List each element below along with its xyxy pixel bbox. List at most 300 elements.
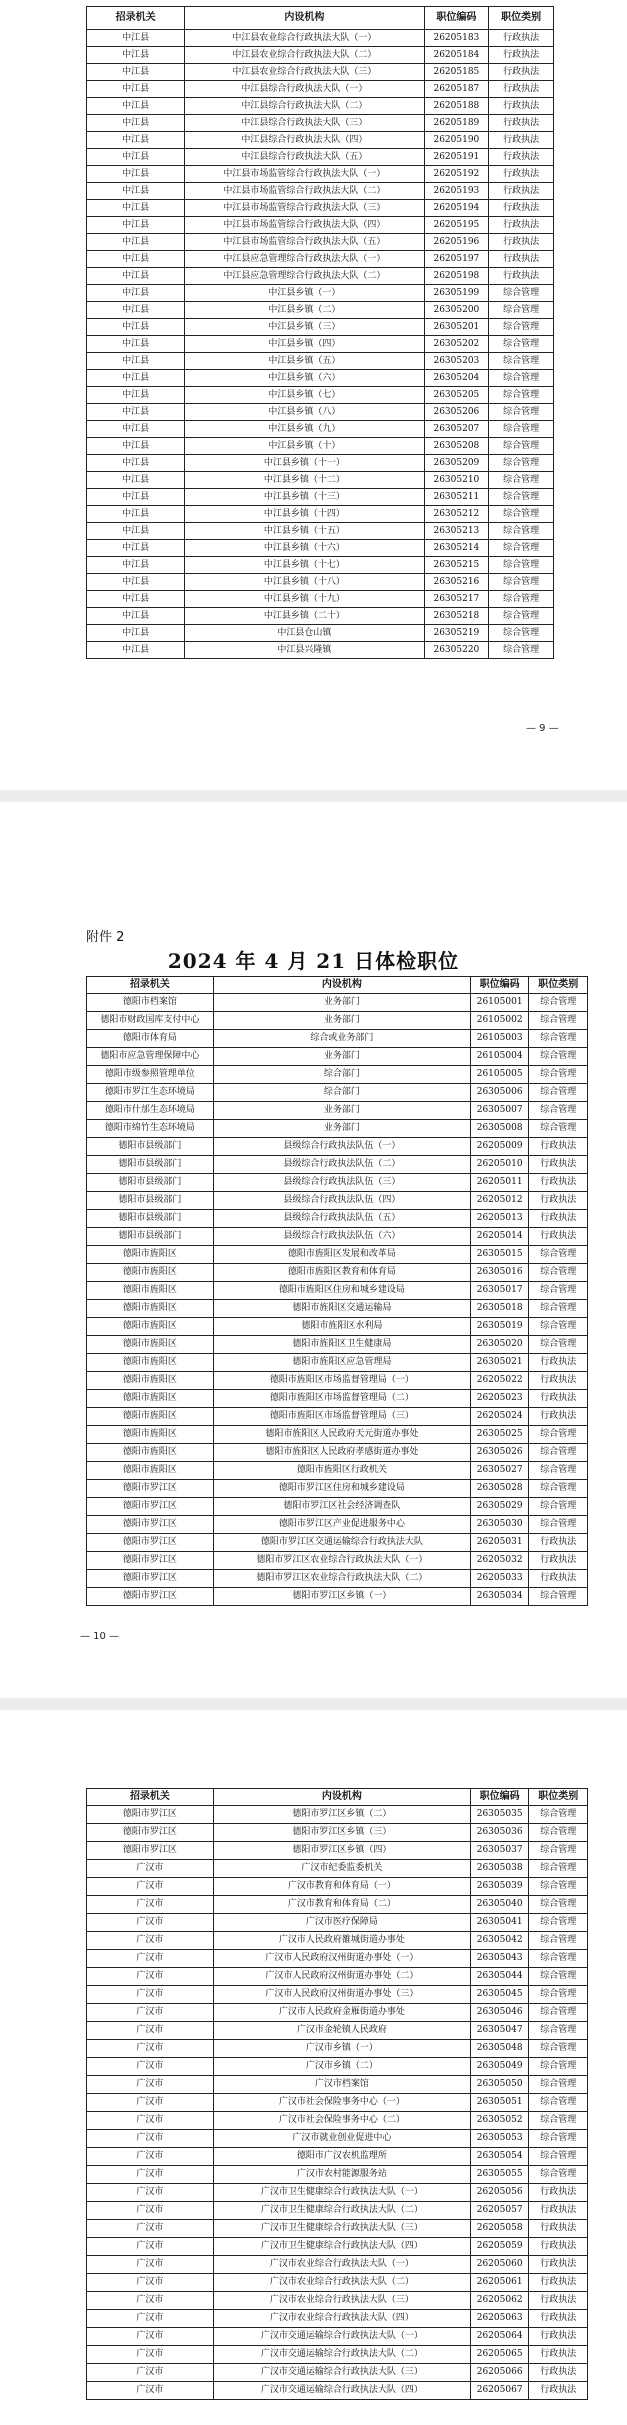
position-category-cell: 综合管理 [529, 1480, 588, 1498]
position-category-cell: 行政执法 [489, 183, 554, 200]
recruiting-agency-cell: 德阳市罗江区 [87, 1552, 214, 1570]
table-row [87, 2184, 588, 2202]
table-row [87, 557, 554, 574]
recruiting-agency-cell: 中江县 [87, 625, 185, 642]
internal-unit-cell: 德阳市罗江区乡镇（一） [213, 1588, 470, 1606]
table-row [87, 268, 554, 285]
internal-unit-cell: 广汉市金轮镇人民政府 [213, 2022, 470, 2040]
table-row [87, 540, 554, 557]
page-number: — 10 — [80, 1631, 120, 1642]
position-category-cell: 综合管理 [529, 1120, 588, 1138]
table-row [87, 1138, 588, 1156]
position-code-cell: 26205022 [470, 1372, 529, 1390]
position-category-cell: 综合管理 [529, 1066, 588, 1084]
position-category-cell: 行政执法 [529, 1354, 588, 1372]
position-category-cell: 综合管理 [489, 472, 554, 489]
recruiting-agency-cell: 中江县 [87, 591, 185, 608]
position-category-cell: 行政执法 [529, 2184, 588, 2202]
internal-unit-cell: 中江县仓山镇 [185, 625, 424, 642]
position-code-cell: 26205195 [424, 217, 489, 234]
table-row [87, 1210, 588, 1228]
table-row [87, 1354, 588, 1372]
recruiting-agency-cell: 中江县 [87, 166, 185, 183]
header-internal-unit: 内设机构 [213, 1789, 470, 1806]
table-row [87, 1516, 588, 1534]
table-row [87, 251, 554, 268]
internal-unit-cell: 德阳市旌阳区市场监督管理局（三） [213, 1408, 470, 1426]
document-title: 2024 年 4 月 21 日体检职位 [167, 949, 460, 973]
position-code-cell: 26305027 [470, 1462, 529, 1480]
position-code-cell: 26305203 [424, 353, 489, 370]
table-row [87, 98, 554, 115]
position-category-cell: 综合管理 [489, 370, 554, 387]
internal-unit-cell: 中江县市场监管综合行政执法大队（三） [185, 200, 424, 217]
table-row [87, 2130, 588, 2148]
internal-unit-cell: 广汉市交通运输综合行政执法大队（四） [213, 2382, 470, 2400]
position-code-cell: 26205033 [470, 1570, 529, 1588]
position-code-cell: 26305201 [424, 319, 489, 336]
position-category-cell: 行政执法 [489, 64, 554, 81]
internal-unit-cell: 德阳市旌阳区水利局 [213, 1318, 470, 1336]
position-category-cell: 综合管理 [489, 540, 554, 557]
internal-unit-cell: 县级综合行政执法队伍（五） [213, 1210, 470, 1228]
table-row [87, 2166, 588, 2184]
position-category-cell: 行政执法 [529, 1210, 588, 1228]
position-category-cell: 综合管理 [529, 1102, 588, 1120]
internal-unit-cell: 县级综合行政执法队伍（一） [213, 1138, 470, 1156]
position-code-cell: 26305019 [470, 1318, 529, 1336]
position-category-cell: 综合管理 [529, 2058, 588, 2076]
position-code-cell: 26305219 [424, 625, 489, 642]
recruiting-agency-cell: 广汉市 [87, 2094, 214, 2112]
position-code-cell: 26205010 [470, 1156, 529, 1174]
recruiting-agency-cell: 德阳市旌阳区 [87, 1336, 214, 1354]
internal-unit-cell: 广汉市农村能源服务站 [213, 2166, 470, 2184]
table-row [87, 166, 554, 183]
recruiting-agency-cell: 中江县 [87, 353, 185, 370]
position-category-cell: 综合管理 [529, 2130, 588, 2148]
internal-unit-cell: 广汉市人民政府汉州街道办事处（三） [213, 1986, 470, 2004]
recruiting-agency-cell: 中江县 [87, 234, 185, 251]
table-row [87, 1282, 588, 1300]
position-category-cell: 综合管理 [529, 1986, 588, 2004]
table-row [87, 2202, 588, 2220]
position-category-cell: 综合管理 [489, 438, 554, 455]
table-row [87, 574, 554, 591]
position-code-cell: 26105001 [470, 994, 529, 1012]
recruiting-agency-cell: 中江县 [87, 438, 185, 455]
recruiting-agency-cell: 德阳市罗江区 [87, 1498, 214, 1516]
position-code-cell: 26205059 [470, 2238, 529, 2256]
position-code-cell: 26305021 [470, 1354, 529, 1372]
position-category-cell: 综合管理 [529, 2148, 588, 2166]
position-code-cell: 26305042 [470, 1932, 529, 1950]
position-category-cell: 综合管理 [529, 994, 588, 1012]
position-category-cell: 行政执法 [529, 2310, 588, 2328]
position-category-cell: 综合管理 [489, 421, 554, 438]
internal-unit-cell: 广汉市档案馆 [213, 2076, 470, 2094]
table-row [87, 1426, 588, 1444]
position-category-cell: 综合管理 [529, 1048, 588, 1066]
recruiting-agency-cell: 广汉市 [87, 2256, 214, 2274]
position-category-cell: 行政执法 [529, 1390, 588, 1408]
internal-unit-cell: 业务部门 [213, 1048, 470, 1066]
header-recruiting-agency: 招录机关 [87, 977, 214, 994]
position-category-cell: 综合管理 [529, 1084, 588, 1102]
table-row [87, 1842, 588, 1860]
recruiting-agency-cell: 中江县 [87, 421, 185, 438]
position-category-cell: 综合管理 [529, 2094, 588, 2112]
recruiting-agency-cell: 中江县 [87, 472, 185, 489]
internal-unit-cell: 中江县乡镇（十六） [185, 540, 424, 557]
recruiting-agency-cell: 德阳市体育局 [87, 1030, 214, 1048]
internal-unit-cell: 中江县乡镇（二十） [185, 608, 424, 625]
recruiting-agency-cell: 德阳市县级部门 [87, 1174, 214, 1192]
recruiting-agency-cell: 德阳市旌阳区 [87, 1444, 214, 1462]
recruiting-agency-cell: 中江县 [87, 608, 185, 625]
position-category-cell: 综合管理 [489, 574, 554, 591]
position-category-cell: 行政执法 [489, 47, 554, 64]
recruiting-agency-cell: 中江县 [87, 217, 185, 234]
position-category-cell: 行政执法 [529, 1534, 588, 1552]
internal-unit-cell: 中江县乡镇（十八） [185, 574, 424, 591]
position-code-cell: 26205192 [424, 166, 489, 183]
internal-unit-cell: 德阳市罗江区农业综合行政执法大队（二） [213, 1570, 470, 1588]
position-code-cell: 26305218 [424, 608, 489, 625]
table-row [87, 1444, 588, 1462]
table-row [87, 404, 554, 421]
position-category-cell: 综合管理 [529, 1336, 588, 1354]
position-category-cell: 综合管理 [529, 1878, 588, 1896]
position-code-cell: 26305050 [470, 2076, 529, 2094]
position-code-cell: 26205023 [470, 1390, 529, 1408]
recruiting-agency-cell: 中江县 [87, 268, 185, 285]
position-code-cell: 26205185 [424, 64, 489, 81]
internal-unit-cell: 广汉市人民政府金雁街道办事处 [213, 2004, 470, 2022]
recruiting-agency-cell: 中江县 [87, 370, 185, 387]
recruiting-agency-cell: 中江县 [87, 489, 185, 506]
position-category-cell: 综合管理 [529, 1914, 588, 1932]
table-row [87, 2238, 588, 2256]
internal-unit-cell: 中江县乡镇（十一） [185, 455, 424, 472]
recruiting-agency-cell: 广汉市 [87, 2364, 214, 2382]
recruiting-agency-cell: 中江县 [87, 455, 185, 472]
position-category-cell: 综合管理 [529, 1516, 588, 1534]
position-code-cell: 26305054 [470, 2148, 529, 2166]
table-row [87, 1968, 588, 1986]
table-row [87, 1570, 588, 1588]
position-category-cell: 综合管理 [489, 285, 554, 302]
position-category-cell: 综合管理 [529, 1444, 588, 1462]
table-row [87, 217, 554, 234]
recruiting-agency-cell: 中江县 [87, 64, 185, 81]
internal-unit-cell: 中江县应急管理综合行政执法大队（二） [185, 268, 424, 285]
position-category-cell: 综合管理 [529, 1950, 588, 1968]
table-row [87, 1372, 588, 1390]
internal-unit-cell: 广汉市卫生健康综合行政执法大队（二） [213, 2202, 470, 2220]
position-category-cell: 综合管理 [529, 1860, 588, 1878]
table-row [87, 1336, 588, 1354]
internal-unit-cell: 中江县乡镇（十四） [185, 506, 424, 523]
position-category-cell: 行政执法 [489, 132, 554, 149]
position-code-cell: 26305035 [470, 1806, 529, 1824]
internal-unit-cell: 德阳市罗江区农业综合行政执法大队（一） [213, 1552, 470, 1570]
recruiting-agency-cell: 中江县 [87, 574, 185, 591]
position-category-cell: 行政执法 [489, 251, 554, 268]
position-category-cell: 综合管理 [489, 506, 554, 523]
internal-unit-cell: 广汉市交通运输综合行政执法大队（三） [213, 2364, 470, 2382]
position-category-cell: 行政执法 [529, 2220, 588, 2238]
position-category-cell: 行政执法 [529, 1570, 588, 1588]
position-code-cell: 26305007 [470, 1102, 529, 1120]
position-category-cell: 综合管理 [489, 591, 554, 608]
internal-unit-cell: 业务部门 [213, 994, 470, 1012]
position-code-cell: 26105004 [470, 1048, 529, 1066]
internal-unit-cell: 德阳市旌阳区人民政府天元街道办事处 [213, 1426, 470, 1444]
table-row [87, 183, 554, 200]
position-code-cell: 26205198 [424, 268, 489, 285]
recruiting-agency-cell: 德阳市旌阳区 [87, 1300, 214, 1318]
internal-unit-cell: 县级综合行政执法队伍（二） [213, 1156, 470, 1174]
position-category-cell: 综合管理 [529, 2004, 588, 2022]
position-category-cell: 综合管理 [529, 1246, 588, 1264]
position-code-cell: 26305053 [470, 2130, 529, 2148]
internal-unit-cell: 中江县乡镇（十二） [185, 472, 424, 489]
position-category-cell: 行政执法 [529, 2364, 588, 2382]
internal-unit-cell: 业务部门 [213, 1120, 470, 1138]
internal-unit-cell: 广汉市人民政府汉州街道办事处（二） [213, 1968, 470, 1986]
position-code-cell: 26305211 [424, 489, 489, 506]
position-code-cell: 26305055 [470, 2166, 529, 2184]
recruiting-agency-cell: 德阳市罗江区 [87, 1570, 214, 1588]
position-code-cell: 26305049 [470, 2058, 529, 2076]
internal-unit-cell: 广汉市纪委监委机关 [213, 1860, 470, 1878]
internal-unit-cell: 中江县乡镇（五） [185, 353, 424, 370]
internal-unit-cell: 中江县乡镇（三） [185, 319, 424, 336]
header-position-category: 职位类别 [489, 7, 554, 30]
table-row [87, 625, 554, 642]
position-code-cell: 26205187 [424, 81, 489, 98]
position-category-cell: 行政执法 [489, 268, 554, 285]
table-row [87, 319, 554, 336]
position-category-cell: 综合管理 [489, 387, 554, 404]
internal-unit-cell: 中江县乡镇（十五） [185, 523, 424, 540]
position-code-cell: 26205063 [470, 2310, 529, 2328]
recruiting-agency-cell: 德阳市旌阳区 [87, 1408, 214, 1426]
internal-unit-cell: 综合部门 [213, 1066, 470, 1084]
position-code-cell: 26105005 [470, 1066, 529, 1084]
internal-unit-cell: 广汉市就业创业促进中心 [213, 2130, 470, 2148]
table-row [87, 2220, 588, 2238]
position-category-cell: 行政执法 [529, 1408, 588, 1426]
position-category-cell: 综合管理 [489, 557, 554, 574]
position-category-cell: 综合管理 [489, 404, 554, 421]
position-category-cell: 综合管理 [529, 1282, 588, 1300]
position-category-cell: 综合管理 [489, 336, 554, 353]
table-row [87, 1318, 588, 1336]
internal-unit-cell: 广汉市农业综合行政执法大队（二） [213, 2274, 470, 2292]
position-code-cell: 26205191 [424, 149, 489, 166]
position-category-cell: 综合管理 [489, 302, 554, 319]
table-row [87, 1246, 588, 1264]
position-category-cell: 综合管理 [489, 608, 554, 625]
internal-unit-cell: 中江县乡镇（二） [185, 302, 424, 319]
table-row [87, 2364, 588, 2382]
position-category-cell: 综合管理 [489, 523, 554, 540]
position-code-cell: 26305206 [424, 404, 489, 421]
position-code-cell: 26205061 [470, 2274, 529, 2292]
internal-unit-cell: 广汉市社会保险事务中心（二） [213, 2112, 470, 2130]
recruiting-agency-cell: 广汉市 [87, 2040, 214, 2058]
position-code-cell: 26205064 [470, 2328, 529, 2346]
recruiting-agency-cell: 德阳市旌阳区 [87, 1462, 214, 1480]
position-code-cell: 26305040 [470, 1896, 529, 1914]
internal-unit-cell: 广汉市医疗保障局 [213, 1914, 470, 1932]
table-row [87, 2112, 588, 2130]
position-code-cell: 26305205 [424, 387, 489, 404]
recruiting-agency-cell: 广汉市 [87, 1878, 214, 1896]
page-gap [0, 790, 627, 802]
position-category-cell: 行政执法 [529, 1174, 588, 1192]
internal-unit-cell: 德阳市罗江区住房和城乡建设局 [213, 1480, 470, 1498]
position-code-cell: 26205197 [424, 251, 489, 268]
internal-unit-cell: 业务部门 [213, 1012, 470, 1030]
recruiting-agency-cell: 广汉市 [87, 2202, 214, 2220]
recruiting-agency-cell: 德阳市罗江区 [87, 1534, 214, 1552]
internal-unit-cell: 中江县综合行政执法大队（五） [185, 149, 424, 166]
internal-unit-cell: 德阳市罗江区乡镇（四） [213, 1842, 470, 1860]
recruiting-agency-cell: 德阳市旌阳区 [87, 1372, 214, 1390]
internal-unit-cell: 中江县市场监管综合行政执法大队（一） [185, 166, 424, 183]
table-row [87, 1824, 588, 1842]
recruiting-agency-cell: 德阳市县级部门 [87, 1156, 214, 1174]
position-code-cell: 26205024 [470, 1408, 529, 1426]
position-code-cell: 26305052 [470, 2112, 529, 2130]
position-code-cell: 26305034 [470, 1588, 529, 1606]
header-internal-unit: 内设机构 [185, 7, 424, 30]
internal-unit-cell: 广汉市交通运输综合行政执法大队（一） [213, 2328, 470, 2346]
position-category-cell: 行政执法 [489, 149, 554, 166]
table-row [87, 1048, 588, 1066]
position-code-cell: 26305213 [424, 523, 489, 540]
table-row [87, 1012, 588, 1030]
position-category-cell: 行政执法 [529, 2238, 588, 2256]
position-code-cell: 26305036 [470, 1824, 529, 1842]
recruiting-agency-cell: 德阳市县级部门 [87, 1138, 214, 1156]
internal-unit-cell: 中江县乡镇（六） [185, 370, 424, 387]
recruiting-agency-cell: 德阳市罗江区 [87, 1516, 214, 1534]
internal-unit-cell: 中江县兴隆镇 [185, 642, 424, 659]
position-code-cell: 26205062 [470, 2292, 529, 2310]
internal-unit-cell: 广汉市卫生健康综合行政执法大队（三） [213, 2220, 470, 2238]
position-code-cell: 26305051 [470, 2094, 529, 2112]
recruiting-agency-cell: 广汉市 [87, 1986, 214, 2004]
position-category-cell: 行政执法 [489, 98, 554, 115]
position-category-cell: 综合管理 [489, 319, 554, 336]
recruiting-agency-cell: 中江县 [87, 132, 185, 149]
table-row [87, 115, 554, 132]
recruiting-agency-cell: 德阳市旌阳区 [87, 1318, 214, 1336]
table-row [87, 1480, 588, 1498]
internal-unit-cell: 中江县应急管理综合行政执法大队（一） [185, 251, 424, 268]
recruiting-agency-cell: 德阳市绵竹生态环境局 [87, 1120, 214, 1138]
internal-unit-cell: 中江县乡镇（一） [185, 285, 424, 302]
recruiting-agency-cell: 中江县 [87, 285, 185, 302]
position-code-cell: 26205058 [470, 2220, 529, 2238]
table-row [87, 1498, 588, 1516]
table-row [87, 81, 554, 98]
position-code-cell: 26305210 [424, 472, 489, 489]
position-category-cell: 综合管理 [529, 1264, 588, 1282]
position-category-cell: 综合管理 [529, 1806, 588, 1824]
recruiting-agency-cell: 中江县 [87, 251, 185, 268]
recruiting-agency-cell: 德阳市县级部门 [87, 1192, 214, 1210]
position-category-cell: 行政执法 [529, 2346, 588, 2364]
internal-unit-cell: 德阳市罗江区交通运输综合行政执法大队 [213, 1534, 470, 1552]
table-header-row [87, 977, 588, 994]
internal-unit-cell: 中江县市场监管综合行政执法大队（四） [185, 217, 424, 234]
recruiting-agency-cell: 中江县 [87, 302, 185, 319]
position-category-cell: 行政执法 [529, 1156, 588, 1174]
recruiting-agency-cell: 德阳市县级部门 [87, 1228, 214, 1246]
internal-unit-cell: 广汉市卫生健康综合行政执法大队（四） [213, 2238, 470, 2256]
recruiting-agency-cell: 中江县 [87, 540, 185, 557]
position-code-cell: 26305016 [470, 1264, 529, 1282]
recruiting-agency-cell: 中江县 [87, 319, 185, 336]
recruiting-agency-cell: 广汉市 [87, 2310, 214, 2328]
recruiting-agency-cell: 德阳市罗江区 [87, 1588, 214, 1606]
position-category-cell: 行政执法 [529, 1192, 588, 1210]
table-row [87, 200, 554, 217]
position-category-cell: 行政执法 [489, 217, 554, 234]
table-row [87, 47, 554, 64]
table-row [87, 2148, 588, 2166]
recruiting-agency-cell: 广汉市 [87, 2004, 214, 2022]
position-category-cell: 行政执法 [529, 2274, 588, 2292]
position-category-cell: 综合管理 [529, 1824, 588, 1842]
position-code-cell: 26305209 [424, 455, 489, 472]
internal-unit-cell: 中江县市场监管综合行政执法大队（五） [185, 234, 424, 251]
table-row [87, 302, 554, 319]
table-row [87, 1030, 588, 1048]
table-row [87, 1932, 588, 1950]
position-category-cell: 行政执法 [529, 1138, 588, 1156]
position-code-cell: 26305220 [424, 642, 489, 659]
table-row [87, 608, 554, 625]
table-row [87, 438, 554, 455]
position-category-cell: 行政执法 [529, 1372, 588, 1390]
recruiting-agency-cell: 中江县 [87, 47, 185, 64]
position-category-cell: 综合管理 [529, 2166, 588, 2184]
position-code-cell: 26305015 [470, 1246, 529, 1264]
position-code-cell: 26305017 [470, 1282, 529, 1300]
table-row [87, 1156, 588, 1174]
position-code-cell: 26305038 [470, 1860, 529, 1878]
position-category-cell: 行政执法 [529, 2382, 588, 2400]
internal-unit-cell: 中江县乡镇（十） [185, 438, 424, 455]
recruiting-agency-cell: 广汉市 [87, 2148, 214, 2166]
position-code-cell: 26205188 [424, 98, 489, 115]
table-row [87, 370, 554, 387]
position-code-cell: 26205067 [470, 2382, 529, 2400]
position-code-cell: 26305025 [470, 1426, 529, 1444]
table-header-row [87, 1789, 588, 1806]
table-row [87, 2076, 588, 2094]
position-code-cell: 26105002 [470, 1012, 529, 1030]
recruiting-agency-cell: 德阳市旌阳区 [87, 1426, 214, 1444]
table-row [87, 2058, 588, 2076]
internal-unit-cell: 中江县综合行政执法大队（二） [185, 98, 424, 115]
